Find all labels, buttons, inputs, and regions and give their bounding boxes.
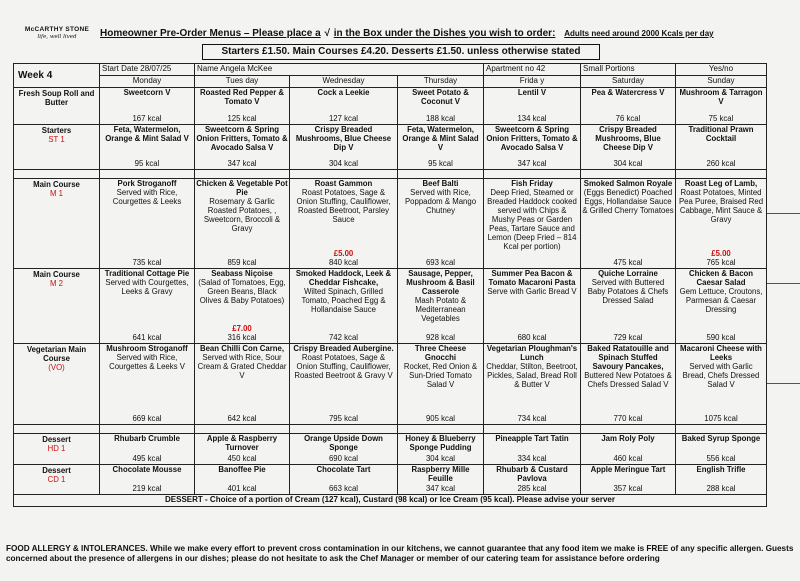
dish-cell[interactable] <box>581 434 676 465</box>
dish-footer <box>676 454 766 463</box>
start-date: Start Date 28/07/25 <box>100 64 195 76</box>
dish-description: Pea & Watercress V <box>591 88 665 97</box>
dish-footer <box>100 258 194 267</box>
dish-description: Chocolate Tart <box>316 465 371 474</box>
gap-cell <box>195 170 290 179</box>
gap-cell <box>676 170 767 179</box>
dish-title: Roast Leg of Lamb, <box>684 179 758 188</box>
dish-kcal: 401 kcal <box>227 484 257 493</box>
dish-kcal: 905 kcal <box>425 414 456 423</box>
dish-description: Gem Lettuce, Croutons, Parmesan & Caesar Dressing <box>679 287 763 314</box>
dish-description: Cock a Leekie <box>317 88 370 97</box>
dish-surcharge: £5.00 <box>711 249 731 258</box>
dish-cell[interactable] <box>398 125 484 170</box>
dish-footer <box>676 159 766 168</box>
dish-footer <box>100 159 194 168</box>
gap-cell <box>14 170 100 179</box>
tick-mark: √ <box>324 28 330 39</box>
dish-description: Banoffee Pie <box>218 465 266 474</box>
dish-kcal: 450 kcal <box>227 454 257 463</box>
dish-kcal: 260 kcal <box>706 159 736 168</box>
logo-brand: McCARTHY STONE <box>24 26 90 33</box>
course-name: Main Course <box>33 180 80 189</box>
section-gap <box>14 170 767 179</box>
dish-footer <box>100 454 194 463</box>
course-row <box>14 88 767 125</box>
course-row <box>14 434 767 465</box>
dish-cell[interactable] <box>398 344 484 425</box>
dish-description: Roast Potatoes, Sage & Onion Stuffing, Cauliflower, Roasted Beetroot, Parsley Sauce <box>296 188 391 224</box>
apartment-number-field[interactable]: Apartment no 42 <box>484 64 581 76</box>
course-label <box>14 465 100 495</box>
dish-cell[interactable] <box>100 465 195 495</box>
dish-footer <box>290 249 397 267</box>
dish-kcal: 556 kcal <box>706 454 736 463</box>
course-row <box>14 179 767 269</box>
dish-kcal: 304 kcal <box>425 454 456 463</box>
dish-description: Served with Rice, Courgettes & Leeks V <box>109 353 185 371</box>
course-name: Dessert <box>42 435 71 444</box>
dish-kcal: 347 kcal <box>227 159 257 168</box>
dish-title: Bean Chilli Con Carne, <box>199 344 285 353</box>
gap-cell <box>398 425 484 434</box>
dish-kcal: 642 kcal <box>227 414 257 423</box>
dish-cell[interactable] <box>290 434 398 465</box>
dish-cell[interactable] <box>398 179 484 269</box>
dish-title: Smoked Haddock, Leek & Cheddar Fishcake, <box>295 269 392 287</box>
dish-footer <box>398 484 483 493</box>
course-name: Fresh Soup Roll and Butter <box>18 89 95 107</box>
dish-cell[interactable] <box>484 269 581 344</box>
gap-cell <box>484 170 581 179</box>
dish-footer <box>398 114 483 123</box>
dish-footer <box>581 114 675 123</box>
logo-tagline: life, well lived <box>37 34 77 40</box>
dish-cell[interactable] <box>484 88 581 125</box>
dish-cell[interactable] <box>100 179 195 269</box>
day-header: Thursday <box>398 76 484 88</box>
course-row <box>14 269 767 344</box>
dish-title: Baked Ratatouille and Spinach Stuffed Savoury Pancakes, <box>587 344 669 371</box>
dish-footer <box>676 249 766 267</box>
dish-cell[interactable] <box>676 465 767 495</box>
dish-footer <box>290 159 397 168</box>
dish-footer <box>581 414 675 423</box>
course-code: M 2 <box>50 279 63 288</box>
dish-title: Smoked Salmon Royale <box>583 179 673 188</box>
dish-footer <box>676 484 766 493</box>
dish-description: Served with Garlic Bread, Chefs Dressed Salad V <box>682 362 760 389</box>
dish-kcal: 1075 kcal <box>704 414 738 423</box>
dish-cell[interactable] <box>195 344 290 425</box>
dish-kcal: 167 kcal <box>132 114 162 123</box>
dish-description: Served with Rice, Sour Cream & Grated Cheddar V <box>197 353 287 380</box>
dish-cell[interactable] <box>676 344 767 425</box>
day-header: Wednesday <box>290 76 398 88</box>
dish-title: Traditional Cottage Pie <box>104 269 190 278</box>
dish-cell[interactable] <box>398 269 484 344</box>
dish-cell[interactable] <box>398 88 484 125</box>
dish-cell[interactable] <box>581 88 676 125</box>
dish-footer <box>290 333 397 342</box>
dish-cell[interactable] <box>290 465 398 495</box>
dish-title: Crispy Breaded Aubergine. <box>293 344 394 353</box>
dish-footer <box>195 454 289 463</box>
dish-description: Baked Syrup Sponge <box>681 434 761 443</box>
gap-cell <box>100 170 195 179</box>
gap-cell <box>100 425 195 434</box>
dish-kcal: 288 kcal <box>706 484 736 493</box>
page-edge-line <box>767 283 800 284</box>
dish-description: Feta, Watermelon, Orange & Mint Salad V <box>402 125 479 152</box>
dish-cell[interactable] <box>195 465 290 495</box>
dish-kcal: 95 kcal <box>428 159 453 168</box>
dish-cell[interactable] <box>581 269 676 344</box>
course-code: M 1 <box>50 189 63 198</box>
dish-cell[interactable] <box>676 269 767 344</box>
small-portions-label: Small Portions <box>581 64 676 76</box>
dish-kcal: 127 kcal <box>328 114 359 123</box>
dish-footer <box>484 333 580 342</box>
dish-footer <box>581 333 675 342</box>
dish-footer <box>195 159 289 168</box>
dish-cell[interactable] <box>484 434 581 465</box>
dish-cell[interactable] <box>290 344 398 425</box>
course-code: ST 1 <box>48 135 65 144</box>
dish-cell[interactable] <box>581 125 676 170</box>
dish-kcal: 859 kcal <box>227 258 257 267</box>
dish-footer <box>581 484 675 493</box>
dish-description: Mash Potato & Mediterranean Vegetables <box>414 296 467 323</box>
dish-kcal: 641 kcal <box>132 333 162 342</box>
dish-description: Rhubarb Crumble <box>114 434 180 443</box>
gap-cell <box>290 170 398 179</box>
dish-footer <box>581 159 675 168</box>
course-name: Starters <box>41 126 72 135</box>
dish-description: Sweetcorn & Spring Onion Fritters, Tomato & Avocado Salsa V <box>196 125 288 152</box>
gap-cell <box>195 425 290 434</box>
dish-kcal: 495 kcal <box>132 454 162 463</box>
dish-kcal: 669 kcal <box>132 414 162 423</box>
dish-title: Beef Balti <box>422 179 459 188</box>
price-banner: Starters £1.50. Main Courses £4.20. Desserts £1.50. unless otherwise stated <box>202 44 600 60</box>
dish-title: Macaroni Cheese with Leeks <box>680 344 762 362</box>
dish-footer <box>676 114 766 123</box>
dish-footer <box>484 414 580 423</box>
gap-cell <box>676 425 767 434</box>
dish-footer <box>290 414 397 423</box>
dish-description: Served with Rice, Poppadom & Mango Chutney <box>404 188 477 215</box>
gap-cell <box>581 170 676 179</box>
dish-description: (Eggs Benedict) Poached Eggs, Hollandaise Sauce & Grilled Cherry Tomatoes <box>582 188 674 215</box>
dish-description: Crispy Breaded Mushrooms, Blue Cheese Dip V <box>295 125 392 152</box>
dish-footer <box>398 414 483 423</box>
dish-cell[interactable] <box>676 125 767 170</box>
dish-description: Roast Potatoes, Minted Pea Puree, Braised Red Cabbage, Mint Sauce & Gravy <box>678 188 764 224</box>
course-label <box>14 125 100 170</box>
dessert-note: DESSERT - Choice of a portion of Cream (127 kcal), Custard (98 kcal) or Ice Cream (95 kcal). Please advise your server <box>14 495 767 507</box>
dish-footer <box>398 258 483 267</box>
dish-kcal: 928 kcal <box>425 333 456 342</box>
dish-title: Pork Stroganoff <box>117 179 177 188</box>
dish-description: Pineapple Tart Tatin <box>495 434 569 443</box>
gap-cell <box>398 170 484 179</box>
dish-description: Rocket, Red Onion & Sun-Dried Tomato Salad V <box>403 362 478 389</box>
dish-description: Jam Roly Poly <box>601 434 655 443</box>
dish-footer <box>195 114 289 123</box>
dish-footer <box>581 454 675 463</box>
dish-title: Quiche Lorraine <box>598 269 658 278</box>
dish-cell[interactable] <box>290 88 398 125</box>
dish-title: Mushroom Stroganoff <box>106 344 188 353</box>
dish-cell[interactable] <box>195 88 290 125</box>
dish-kcal: 663 kcal <box>328 484 359 493</box>
course-name: Main Course <box>33 270 80 279</box>
dish-title: Fish Friday <box>511 179 553 188</box>
dish-cell[interactable] <box>398 434 484 465</box>
gap-cell <box>14 425 100 434</box>
dish-kcal: 75 kcal <box>708 114 734 123</box>
dish-kcal: 134 kcal <box>517 114 547 123</box>
dish-description: English Trifle <box>696 465 746 474</box>
dish-kcal: 219 kcal <box>132 484 162 493</box>
dish-kcal: 795 kcal <box>328 414 359 423</box>
dish-kcal: 285 kcal <box>517 484 547 493</box>
dish-kcal: 334 kcal <box>517 454 547 463</box>
dish-description: Served with Courgettes, Leeks & Gravy <box>105 278 189 296</box>
dish-cell[interactable] <box>290 269 398 344</box>
dish-title: Chicken & Vegetable Pot Pie <box>196 179 288 197</box>
dish-kcal: 76 kcal <box>615 114 641 123</box>
dish-description: Serve with Garlic Bread V <box>487 287 577 296</box>
dish-title: Sausage, Pepper, Mushroom & Basil Casserole <box>406 269 475 296</box>
day-header: Monday <box>100 76 195 88</box>
dish-description: Buttered New Potatoes & Chefs Dressed Salad V <box>584 371 672 389</box>
course-label <box>14 179 100 269</box>
course-row <box>14 344 767 425</box>
dish-footer <box>398 159 483 168</box>
course-row <box>14 465 767 495</box>
homeowner-name-field[interactable]: Name Angela McKee <box>195 64 484 76</box>
dish-description: Roast Potatoes, Sage & Onion Stuffing, Cauliflower, Roasted Beetroot & Gravy V <box>294 353 393 380</box>
dish-title: Summer Pea Bacon & Tomato Macaroni Pasta <box>488 269 576 287</box>
dish-footer <box>484 159 580 168</box>
dish-description: Crispy Breaded Mushrooms, Blue Cheese Dip V <box>595 125 661 152</box>
dish-cell[interactable] <box>195 179 290 269</box>
dish-kcal: 125 kcal <box>227 114 257 123</box>
dish-kcal: 590 kcal <box>706 333 736 342</box>
course-label <box>14 434 100 465</box>
dish-cell[interactable] <box>100 88 195 125</box>
dish-footer <box>290 114 397 123</box>
dish-kcal: 735 kcal <box>132 258 162 267</box>
mccarthy-stone-logo <box>22 26 92 40</box>
dish-description: Rosemary & Garlic Roasted Potatoes, , Sweetcorn, Broccoli & Gravy <box>203 197 281 233</box>
dish-description: Mushroom & Tarragon V <box>679 88 763 106</box>
dish-kcal: 770 kcal <box>613 414 643 423</box>
dish-footer <box>195 484 289 493</box>
dish-footer <box>100 333 194 342</box>
dish-footer <box>195 258 289 267</box>
dish-kcal: 347 kcal <box>517 159 547 168</box>
page-edge-line <box>767 383 800 384</box>
dish-description: Cheddar, Stilton, Beetroot, Pickles, Salad, Bread Roll & Butter V <box>486 362 578 389</box>
dish-kcal: 729 kcal <box>613 333 643 342</box>
menu-table <box>13 63 767 507</box>
course-code: (VO) <box>48 363 65 372</box>
dish-description: Apple & Raspberry Turnover <box>206 434 278 452</box>
dish-cell[interactable] <box>581 344 676 425</box>
dish-cell[interactable] <box>290 125 398 170</box>
dish-footer <box>290 454 397 463</box>
dish-kcal: 460 kcal <box>613 454 643 463</box>
dish-kcal: 765 kcal <box>706 258 736 267</box>
dish-surcharge: £7.00 <box>232 324 252 333</box>
dish-title: Chicken & Bacon Caesar Salad <box>688 269 754 287</box>
day-header: Tues day <box>195 76 290 88</box>
dish-kcal: 734 kcal <box>517 414 547 423</box>
day-header: Saturday <box>581 76 676 88</box>
dish-cell[interactable] <box>100 269 195 344</box>
dish-title: Seabass Niçoise <box>211 269 273 278</box>
dish-kcal: 304 kcal <box>613 159 643 168</box>
dish-cell[interactable] <box>484 465 581 495</box>
dish-footer <box>676 414 766 423</box>
dish-kcal: 357 kcal <box>613 484 643 493</box>
dish-description: Rhubarb & Custard Pavlova <box>496 465 568 483</box>
dish-cell[interactable] <box>100 125 195 170</box>
dish-cell[interactable] <box>676 434 767 465</box>
dish-kcal: 304 kcal <box>328 159 359 168</box>
dish-description: Served with Rice, Courgettes & Leeks <box>112 188 182 206</box>
dish-description: Wilted Spinach, Grilled Tomato, Poached Egg & Hollandaise Sauce <box>301 287 386 314</box>
small-portions-yes-no[interactable]: Yes/no <box>676 64 767 76</box>
dish-cell[interactable] <box>484 179 581 269</box>
adults-kcal-note: Adults need around 2000 Kcals per day <box>564 29 714 38</box>
dish-cell[interactable] <box>484 344 581 425</box>
dish-kcal: 840 kcal <box>328 258 359 267</box>
dish-footer <box>100 414 194 423</box>
dish-kcal: 316 kcal <box>227 333 257 342</box>
dish-title: Three Cheese Gnocchi <box>414 344 467 362</box>
dish-description: Sweetcorn & Spring Onion Fritters, Tomato & Avocado Salsa V <box>486 125 578 152</box>
dish-description: Raspberry Mille Feuille <box>411 465 470 483</box>
course-label <box>14 344 100 425</box>
dish-cell[interactable] <box>195 269 290 344</box>
dish-description: Feta, Watermelon, Orange & Mint Salad V <box>105 125 189 143</box>
dish-kcal: 347 kcal <box>425 484 456 493</box>
days-row <box>14 76 767 88</box>
allergy-notice: FOOD ALLERGY & INTOLERANCES. While we make every effort to prevent cross contamination in our kitchens, we cannot guarantee that any food item we make is FREE of any specific allergen. Guests concerned about the presence of allergens in our dishes; please do not hesitate to ask the Chef Manager or member of our catering team for assistance before ordering <box>6 544 794 563</box>
dish-cell[interactable] <box>290 179 398 269</box>
dessert-note-row <box>14 495 767 507</box>
dish-kcal: 475 kcal <box>613 258 643 267</box>
dish-cell[interactable] <box>100 434 195 465</box>
dish-kcal: 693 kcal <box>425 258 456 267</box>
dish-description: Lentil V <box>517 88 547 97</box>
dish-surcharge: £5.00 <box>333 249 354 258</box>
course-label <box>14 88 100 125</box>
dish-cell[interactable] <box>398 465 484 495</box>
dish-description: Deep Fried, Steamed or Breaded Haddock cooked served with Chips & Mushy Peas or Garden Peas, Tartare Sauce and Lemon (Deep Fried – 814 Kcal per portion) <box>487 188 577 251</box>
gap-cell <box>581 425 676 434</box>
dish-footer <box>195 414 289 423</box>
day-header: Frida y <box>484 76 581 88</box>
dish-footer <box>484 484 580 493</box>
gap-cell <box>484 425 581 434</box>
course-name: Dessert <box>42 466 71 475</box>
dish-description: Sweetcorn V <box>123 88 171 97</box>
dish-footer <box>484 114 580 123</box>
dish-description: Chocolate Mousse <box>112 465 182 474</box>
dish-description: Roasted Red Pepper & Tomato V <box>199 88 285 106</box>
dish-description: Traditional Prawn Cocktail <box>688 125 754 143</box>
dish-cell[interactable] <box>676 179 767 269</box>
gap-cell <box>290 425 398 434</box>
dish-footer <box>484 454 580 463</box>
dish-footer <box>100 114 194 123</box>
day-header: Sunday <box>676 76 767 88</box>
dish-description: Apple Meringue Tart <box>590 465 666 474</box>
dish-cell[interactable] <box>195 125 290 170</box>
dish-cell[interactable] <box>581 179 676 269</box>
dish-title: Vegetarian Ploughman's Lunch <box>486 344 578 362</box>
dish-description: Sweet Potato & Coconut V <box>412 88 469 106</box>
course-label <box>14 269 100 344</box>
dish-kcal: 188 kcal <box>425 114 456 123</box>
dish-footer <box>290 484 397 493</box>
dish-description: Orange Upside Down Sponge <box>304 434 383 452</box>
page-edge-line <box>767 213 800 214</box>
dish-footer <box>676 333 766 342</box>
dish-kcal: 690 kcal <box>328 454 359 463</box>
dish-cell[interactable] <box>484 125 581 170</box>
course-name: Vegetarian Main Course <box>26 345 87 363</box>
dish-footer <box>100 484 194 493</box>
dish-footer <box>195 324 289 342</box>
course-code: CD 1 <box>47 475 66 484</box>
headline-part1: Homeowner Pre-Order Menus – Please place a <box>100 28 321 39</box>
dish-title: Roast Gammon <box>314 179 373 188</box>
dish-kcal: 95 kcal <box>134 159 160 168</box>
info-row <box>14 64 767 76</box>
dish-footer <box>398 454 483 463</box>
dish-kcal: 742 kcal <box>328 333 359 342</box>
course-code: HD 1 <box>47 444 66 453</box>
menu-headline <box>100 28 790 39</box>
headline-part2: in the Box under the Dishes you wish to order: <box>333 28 556 39</box>
dish-footer <box>581 258 675 267</box>
dish-description: Served with Buttered Baby Potatoes & Chefs Dressed Salad <box>587 278 669 305</box>
dish-footer <box>398 333 483 342</box>
dish-cell[interactable] <box>581 465 676 495</box>
dish-cell[interactable] <box>195 434 290 465</box>
dish-cell[interactable] <box>676 88 767 125</box>
dish-description: (Salad of Tomatoes, Egg, Green Beans, Black Olives & Baby Potatoes) <box>198 278 286 305</box>
section-gap <box>14 425 767 434</box>
week-label: Week 4 <box>14 64 100 88</box>
dish-description: Honey & Blueberry Sponge Pudding <box>405 434 476 452</box>
dish-kcal: 680 kcal <box>517 333 547 342</box>
dish-cell[interactable] <box>100 344 195 425</box>
course-row <box>14 125 767 170</box>
